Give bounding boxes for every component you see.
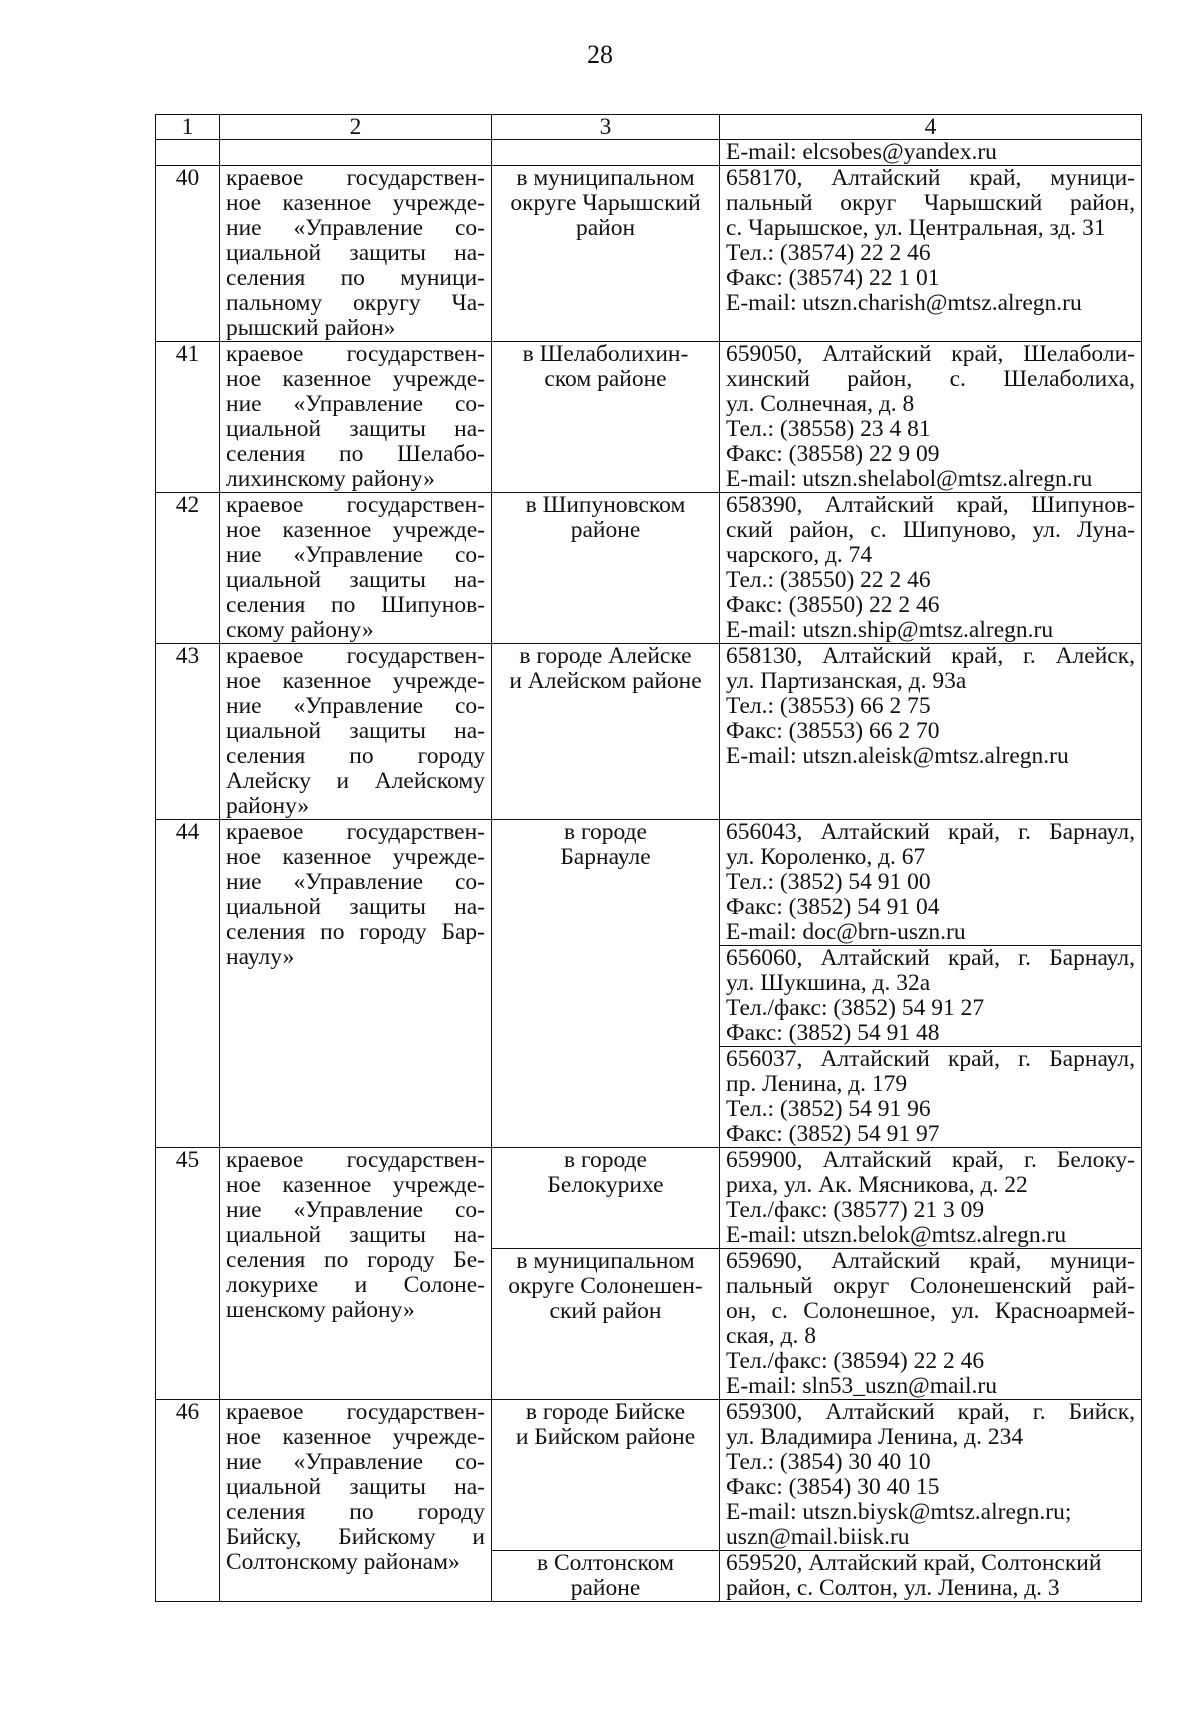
- contact-line: ский район, с. Шипуново, ул. Луна-: [726, 517, 1135, 543]
- organization-name-line: ние «Управление со-: [226, 215, 485, 241]
- service-area-line: в Шелаболихин-: [522, 341, 689, 367]
- email-line: E-mail: utszn.shelabol@mtsz.alregn.ru: [726, 466, 1093, 492]
- service-area: [492, 493, 720, 644]
- organization-name: [220, 1148, 492, 1400]
- organization-name-line: ние «Управление со-: [226, 391, 485, 417]
- contact-line: Факс: (38550) 22 2 46: [726, 592, 940, 618]
- organization-name-line: селения по городу: [226, 1499, 485, 1525]
- organization-name-line: Бийску, Бийскому и: [226, 1524, 485, 1550]
- organization-name-line: Солтонскому районам»: [226, 1549, 460, 1575]
- organization-name-line: циальной защиты на-: [226, 567, 485, 593]
- contact-info: [720, 1148, 1142, 1249]
- organization-name-line: краевое государствен-: [226, 1147, 485, 1173]
- organization-name-line: циальной защиты на-: [226, 1474, 485, 1500]
- contact-line: Тел./факс: (38577) 21 3 09: [726, 1197, 985, 1223]
- row-number: 45: [156, 1148, 220, 1400]
- organization-name-line: ное казенное учрежде-: [226, 190, 485, 216]
- contact-line: Тел.: (3854) 30 40 10: [726, 1449, 931, 1475]
- organization-name-line: лихинскому району»: [226, 466, 435, 492]
- organization-name-line: циальной защиты на-: [226, 416, 485, 442]
- organization-name-line: краевое государствен-: [226, 643, 485, 669]
- contact-info: [720, 493, 1142, 644]
- organization-name-line: селения по городу Бе-: [226, 1247, 485, 1273]
- header-col-2: 2: [220, 115, 492, 140]
- email-line: E-mail: elcsobes@yandex.ru: [726, 139, 997, 165]
- contact-line: 659050, Алтайский край, Шелаболи-: [726, 341, 1135, 367]
- service-area: [492, 1551, 720, 1602]
- table-row: [156, 140, 1142, 166]
- contact-info: [720, 166, 1142, 342]
- email-line: E-mail: doc@brn-uszn.ru: [726, 919, 966, 945]
- contact-line: ул. Короленко, д. 67: [726, 844, 926, 870]
- contact-info: [720, 1249, 1142, 1400]
- organization-name: [220, 166, 492, 342]
- row-number: 46: [156, 1400, 220, 1602]
- contact-line: Тел./факс: (38594) 22 2 46: [726, 1348, 985, 1374]
- contact-line: Тел.: (3852) 54 91 96: [726, 1096, 931, 1122]
- contact-line: 656060, Алтайский край, г. Барнаул,: [726, 945, 1135, 971]
- service-area-line: район: [575, 215, 636, 241]
- service-area-line: в городе Алейске: [519, 643, 692, 669]
- organization-name-line: циальной защиты на-: [226, 1222, 485, 1248]
- contact-line: риха, ул. Ак. Мясникова, д. 22: [726, 1172, 1028, 1198]
- contact-line: ская, д. 8: [726, 1323, 816, 1349]
- contact-line: Тел./факс: (3852) 54 91 27: [726, 995, 985, 1021]
- header-col-4: 4: [720, 115, 1142, 140]
- institutions-table: [155, 114, 1142, 1602]
- contact-line: Тел.: (3852) 54 91 00: [726, 869, 931, 895]
- service-area-line: ский район: [549, 1298, 662, 1324]
- organization-name: [220, 644, 492, 820]
- contact-info: [720, 140, 1142, 166]
- organization-name-line: ние «Управление со-: [226, 1449, 485, 1475]
- contact-line: ул. Шукшина, д. 32а: [726, 970, 931, 996]
- organization-name-line: ное казенное учрежде-: [226, 844, 485, 870]
- contact-line: 658130, Алтайский край, г. Алейск,: [726, 643, 1135, 669]
- organization-name-line: ние «Управление со-: [226, 1197, 485, 1223]
- contact-line: Факс: (38558) 22 9 09: [726, 441, 940, 467]
- service-area-line: в городе: [564, 819, 647, 845]
- organization-name-line: селения по муници-: [226, 265, 485, 291]
- contact-info: [720, 946, 1142, 1047]
- service-area-line: и Алейском районе: [509, 668, 702, 694]
- service-area-line: в Солтонском: [537, 1550, 674, 1576]
- contact-line: пр. Ленина, д. 179: [726, 1071, 908, 1097]
- contact-line: район, с. Солтон, ул. Ленина, д. 3: [726, 1575, 1060, 1601]
- contact-line: 658390, Алтайский край, Шипунов-: [726, 492, 1135, 518]
- table-header-row: [156, 115, 1142, 140]
- organization-name-line: Алейску и Алейскому: [226, 768, 485, 794]
- contact-line: Факс: (38574) 22 1 01: [726, 265, 940, 291]
- organization-name-line: рышский район»: [226, 315, 396, 341]
- contact-line: Факс: (3852) 54 91 48: [726, 1020, 940, 1046]
- table-row: [156, 1148, 1142, 1249]
- contact-info: [720, 1551, 1142, 1602]
- service-area: [492, 342, 720, 493]
- contact-info: [720, 1400, 1142, 1551]
- contact-line: 659520, Алтайский край, Солтонский: [726, 1550, 1102, 1576]
- table-row: [156, 166, 1142, 342]
- service-area: [492, 1249, 720, 1400]
- service-area-line: в муниципальном: [516, 165, 695, 191]
- email-line: E-mail: sln53_uszn@mail.ru: [726, 1373, 997, 1399]
- service-area: [492, 140, 720, 166]
- contact-line: 658170, Алтайский край, муници-: [726, 165, 1135, 191]
- organization-name-line: краевое государствен-: [226, 1399, 485, 1425]
- header-col-3: 3: [492, 115, 720, 140]
- row-number: 40: [156, 166, 220, 342]
- table-row: [156, 644, 1142, 820]
- email-line: E-mail: utszn.belok@mtsz.alregn.ru: [726, 1222, 1067, 1248]
- contact-line: Факс: (3852) 54 91 04: [726, 894, 940, 920]
- organization-name-line: ние «Управление со-: [226, 693, 485, 719]
- organization-name: [220, 493, 492, 644]
- organization-name-line: селения по Шипунов-: [226, 592, 485, 618]
- table-row: [156, 493, 1142, 644]
- table-row: [156, 1400, 1142, 1551]
- service-area: [492, 1400, 720, 1551]
- organization-name-line: циальной защиты на-: [226, 240, 485, 266]
- service-area-line: районе: [570, 517, 641, 543]
- page-number: 28: [587, 40, 613, 69]
- organization-name-line: краевое государствен-: [226, 492, 485, 518]
- contact-line: 659690, Алтайский край, муници-: [726, 1248, 1135, 1274]
- contact-line: чарского, д. 74: [726, 542, 873, 568]
- row-number: 43: [156, 644, 220, 820]
- email-line: E-mail: utszn.biysk@mtsz.alregn.ru;: [726, 1499, 1072, 1525]
- service-area-line: в Шипуновском: [525, 492, 686, 518]
- service-area-line: в городе Бийске: [525, 1399, 686, 1425]
- contact-info: [720, 342, 1142, 493]
- organization-name-line: ное казенное учрежде-: [226, 366, 485, 392]
- row-number: 41: [156, 342, 220, 493]
- contact-line: ул. Солнечная, д. 8: [726, 391, 915, 417]
- organization-name: [220, 342, 492, 493]
- table-row: [156, 820, 1142, 946]
- contact-info: [720, 644, 1142, 820]
- service-area: [492, 820, 720, 1148]
- organization-name-line: селения по Шелабо-: [226, 441, 485, 467]
- contact-info: [720, 1047, 1142, 1148]
- contact-line: Тел.: (38558) 23 4 81: [726, 416, 931, 442]
- contact-line: 659900, Алтайский край, г. Белоку-: [726, 1147, 1135, 1173]
- organization-name-line: селения по городу: [226, 743, 485, 769]
- contact-line: Факс: (38553) 66 2 70: [726, 718, 940, 744]
- service-area: [492, 1148, 720, 1249]
- organization-name-line: ное казенное учрежде-: [226, 668, 485, 694]
- organization-name-line: пальному округу Ча-: [226, 290, 485, 316]
- contact-line: 656043, Алтайский край, г. Барнаул,: [726, 819, 1135, 845]
- email-line: E-mail: utszn.aleisk@mtsz.alregn.ru: [726, 743, 1069, 769]
- organization-name: [220, 820, 492, 1148]
- contact-line: пальный округ Чарышский район,: [726, 190, 1135, 216]
- service-area: [492, 166, 720, 342]
- organization-name-line: ное казенное учрежде-: [226, 1172, 485, 1198]
- row-number: 44: [156, 820, 220, 1148]
- organization-name-line: селения по городу Бар-: [226, 919, 485, 945]
- organization-name-line: циальной защиты на-: [226, 894, 485, 920]
- organization-name: [220, 1400, 492, 1602]
- organization-name: [220, 140, 492, 166]
- contact-line: Факс: (3852) 54 91 97: [726, 1121, 940, 1147]
- contact-line: 656037, Алтайский край, г. Барнаул,: [726, 1046, 1135, 1072]
- service-area-line: ском районе: [544, 366, 667, 392]
- service-area-line: в городе: [564, 1147, 647, 1173]
- row-number: [156, 140, 220, 166]
- organization-name-line: краевое государствен-: [226, 819, 485, 845]
- organization-name-line: ное казенное учрежде-: [226, 1424, 485, 1450]
- service-area: [492, 644, 720, 820]
- service-area-line: районе: [570, 1575, 641, 1601]
- service-area-line: округе Солонешен-: [508, 1273, 703, 1299]
- organization-name-line: краевое государствен-: [226, 341, 485, 367]
- organization-name-line: ние «Управление со-: [226, 542, 485, 568]
- email-line: E-mail: utszn.charish@mtsz.alregn.ru: [726, 290, 1082, 316]
- organization-name-line: краевое государствен-: [226, 165, 485, 191]
- contact-line: ул. Партизанская, д. 93а: [726, 668, 967, 694]
- row-number: 42: [156, 493, 220, 644]
- service-area-line: Барнауле: [560, 844, 651, 870]
- organization-name-line: наулу»: [226, 944, 295, 970]
- contact-line: хинский район, с. Шелаболиха,: [726, 366, 1135, 392]
- service-area-line: Белокурихе: [547, 1172, 664, 1198]
- organization-name-line: циальной защиты на-: [226, 718, 485, 744]
- service-area-line: в муниципальном: [516, 1248, 695, 1274]
- organization-name-line: району»: [226, 793, 310, 819]
- contact-line: с. Чарышское, ул. Центральная, зд. 31: [726, 215, 1106, 241]
- organization-name-line: шенскому району»: [226, 1297, 415, 1323]
- contact-line: Тел.: (38574) 22 2 46: [726, 240, 931, 266]
- organization-name-line: ние «Управление со-: [226, 869, 485, 895]
- contact-line: Тел.: (38550) 22 2 46: [726, 567, 931, 593]
- contact-line: ул. Владимира Ленина, д. 234: [726, 1424, 1024, 1450]
- header-col-1: 1: [156, 115, 220, 140]
- service-area-line: округе Чарышский: [510, 190, 701, 216]
- contact-info: [720, 820, 1142, 946]
- service-area-line: и Бийском районе: [515, 1424, 696, 1450]
- organization-name-line: ное казенное учрежде-: [226, 517, 485, 543]
- contact-line: 659300, Алтайский край, г. Бийск,: [726, 1399, 1135, 1425]
- contact-line: Факс: (3854) 30 40 15: [726, 1474, 940, 1500]
- organization-name-line: скому району»: [226, 617, 374, 643]
- table-row: [156, 342, 1142, 493]
- email-line: E-mail: utszn.ship@mtsz.alregn.ru: [726, 617, 1054, 643]
- contact-line: Тел.: (38553) 66 2 75: [726, 693, 931, 719]
- contact-line: uszn@mail.biisk.ru: [726, 1524, 910, 1550]
- contact-line: он, с. Солонешное, ул. Красноармей-: [726, 1298, 1135, 1324]
- organization-name-line: локурихе и Солоне-: [226, 1272, 485, 1298]
- contact-line: пальный округ Солонешенский рай-: [726, 1273, 1135, 1299]
